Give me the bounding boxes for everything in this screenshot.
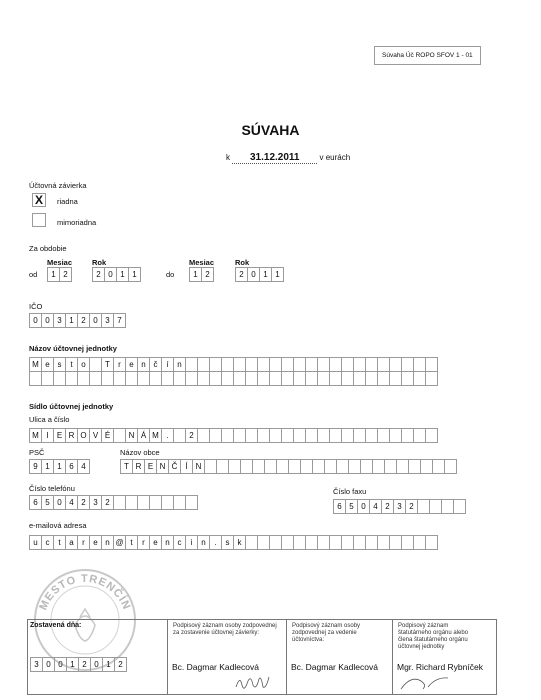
char-box[interactable]: M [149, 428, 162, 443]
ulica-boxes[interactable] [29, 428, 437, 443]
char-box[interactable]: 4 [369, 499, 382, 514]
char-box[interactable]: 0 [89, 313, 102, 328]
char-box[interactable]: 5 [41, 495, 54, 510]
char-box[interactable]: T [120, 459, 133, 474]
ico-boxes[interactable] [29, 313, 125, 328]
zostavena-boxes[interactable] [30, 657, 126, 672]
char-box[interactable]: 1 [189, 267, 202, 282]
char-box[interactable]: 1 [53, 459, 66, 474]
zostavena-label: Zostavená dňa: [30, 622, 82, 629]
char-box[interactable] [185, 495, 198, 510]
char-box[interactable]: Á [137, 428, 150, 443]
char-box[interactable]: 2 [78, 657, 91, 672]
char-box[interactable]: t [53, 535, 66, 550]
char-box[interactable]: 2 [114, 657, 127, 672]
char-box[interactable]: n [101, 535, 114, 550]
mimoriadna-label: mimoriadna [57, 218, 97, 227]
char-box[interactable]: 1 [102, 657, 115, 672]
signature-zostavenie [233, 672, 273, 694]
stamp-text: MESTO TRENČÍN [37, 572, 133, 612]
char-box[interactable]: E [144, 459, 157, 474]
char-box[interactable]: 3 [89, 495, 102, 510]
nazov-label: Názov účtovnej jednotky [29, 344, 117, 353]
obdobie-label: Za obdobie [29, 244, 67, 253]
od-mesiac-boxes[interactable] [47, 267, 71, 282]
char-box[interactable]: 9 [29, 459, 42, 474]
char-box[interactable]: n [173, 357, 186, 372]
char-box[interactable] [425, 535, 438, 550]
char-box[interactable]: 2 [77, 313, 90, 328]
sig-col-statutar [393, 620, 498, 694]
char-box[interactable]: e [149, 535, 162, 550]
date-line [226, 152, 350, 164]
char-box[interactable]: r [113, 357, 126, 372]
char-box[interactable]: 2 [381, 499, 394, 514]
char-box[interactable]: 2 [101, 495, 114, 510]
sig-head-statutar: Podpisový záznam štatutárneho orgánu alebo člena štatutárneho orgánu účtovnej jednotky [398, 623, 469, 650]
char-box[interactable]: I [41, 428, 54, 443]
sig-head-vedenie: Podpisový záznam osoby zodpovednej za vedenie účtovníctva: [292, 623, 361, 643]
char-box[interactable]: r [137, 535, 150, 550]
char-box[interactable]: R [132, 459, 145, 474]
svg-text:MESTO TRENČÍN [37, 573, 132, 612]
psc-boxes[interactable] [29, 459, 89, 474]
char-box[interactable]: 1 [65, 313, 78, 328]
char-box[interactable]: 1 [66, 657, 79, 672]
char-box[interactable]: 3 [101, 313, 114, 328]
char-box[interactable]: É [101, 428, 114, 443]
form-code: Súvaha Úč ROPO SFOV 1 - 01 [374, 46, 481, 65]
char-box[interactable]: 0 [29, 313, 42, 328]
char-box[interactable]: 2 [59, 267, 72, 282]
char-box[interactable] [453, 499, 466, 514]
telefon-label: Číslo telefónu [29, 484, 75, 493]
uctovna-zavierka-label: Účtovná závierka [29, 181, 87, 190]
riadna-label: riadna [57, 197, 78, 206]
date-prefix: k [226, 153, 230, 162]
psc-label: PSČ [29, 448, 45, 457]
char-box[interactable]: @ [113, 535, 126, 550]
char-box[interactable]: c [173, 535, 186, 550]
obec-label: Názov obce [120, 448, 160, 457]
char-box[interactable] [444, 459, 457, 474]
char-box[interactable] [425, 357, 438, 372]
char-box[interactable]: 6 [333, 499, 346, 514]
mimoriadna-checkbox[interactable] [32, 213, 46, 227]
char-box[interactable]: 0 [41, 313, 54, 328]
nazov-row-2[interactable] [29, 371, 437, 386]
char-box[interactable]: 0 [90, 657, 103, 672]
char-box[interactable]: 0 [104, 267, 117, 282]
do-mesiac-label: Mesiac [189, 258, 215, 267]
char-box[interactable]: N [192, 459, 205, 474]
char-box[interactable]: 1 [47, 267, 60, 282]
char-box[interactable]: s [53, 357, 66, 372]
char-box[interactable]: M [29, 428, 42, 443]
char-box[interactable]: u [29, 535, 42, 550]
od-label: od [29, 270, 38, 279]
char-box[interactable]: 0 [42, 657, 55, 672]
char-box[interactable]: n [137, 357, 150, 372]
char-box[interactable]: i [185, 535, 198, 550]
char-box[interactable]: r [77, 535, 90, 550]
char-box[interactable]: n [197, 535, 210, 550]
char-box[interactable]: 0 [53, 495, 66, 510]
char-box[interactable]: 7 [113, 313, 126, 328]
char-box[interactable]: 2 [405, 499, 418, 514]
char-box[interactable]: o [77, 357, 90, 372]
char-box[interactable]: 2 [77, 495, 90, 510]
signature-statutar [398, 675, 458, 693]
char-box[interactable]: 1 [41, 459, 54, 474]
date-suffix: v eurách [319, 153, 351, 162]
do-mesiac-boxes[interactable] [189, 267, 213, 282]
char-box[interactable]: a [65, 535, 78, 550]
sig-head-zostavenie: Podpisový záznam osoby zodpovednej za zostavenie účtovnej závierky: [173, 623, 277, 636]
char-box[interactable]: 3 [393, 499, 406, 514]
do-label: do [166, 270, 175, 279]
char-box[interactable]: T [101, 357, 114, 372]
char-box[interactable]: 6 [65, 459, 78, 474]
char-box[interactable]: 4 [65, 495, 78, 510]
char-box[interactable]: 0 [357, 499, 370, 514]
char-box[interactable]: n [161, 535, 174, 550]
char-box[interactable]: 3 [53, 313, 66, 328]
char-box[interactable]: 0 [247, 267, 260, 282]
page-title: SÚVAHA [241, 122, 300, 138]
obec-boxes[interactable] [120, 459, 456, 474]
sig-col-vedenie [287, 620, 393, 694]
char-box[interactable]: 2 [235, 267, 248, 282]
zostavena-cell [28, 620, 168, 694]
ico-label: IČO [29, 302, 43, 311]
char-box[interactable]: . [161, 428, 174, 443]
nazov-row-1[interactable] [29, 357, 437, 372]
sidlo-label: Sídlo účtovnej jednotky [29, 402, 114, 411]
sig-col-zostavenie [168, 620, 287, 694]
telefon-boxes[interactable] [29, 495, 197, 510]
char-box[interactable]: č [149, 357, 162, 372]
char-box[interactable]: O [77, 428, 90, 443]
riadna-checkbox[interactable]: X [32, 193, 46, 207]
email-label: e-mailová adresa [29, 521, 87, 530]
od-rok-boxes[interactable] [92, 267, 140, 282]
char-box[interactable]: E [53, 428, 66, 443]
char-box[interactable]: c [41, 535, 54, 550]
fax-boxes[interactable] [333, 499, 465, 514]
char-box[interactable]: t [125, 535, 138, 550]
sig-name-zostavenie: Bc. Dagmar Kadlecová [172, 662, 259, 672]
fax-label: Číslo faxu [333, 487, 367, 496]
char-box[interactable]: s [221, 535, 234, 550]
char-box[interactable]: 1 [128, 267, 141, 282]
char-box[interactable]: k [233, 535, 246, 550]
char-box[interactable]: 4 [77, 459, 90, 474]
char-box[interactable]: í [161, 357, 174, 372]
char-box[interactable]: e [41, 357, 54, 372]
char-box[interactable]: 1 [259, 267, 272, 282]
do-rok-label: Rok [235, 258, 250, 267]
char-box[interactable]: 2 [185, 428, 198, 443]
char-box[interactable]: 1 [271, 267, 284, 282]
char-box[interactable]: 6 [29, 495, 42, 510]
email-boxes[interactable] [29, 535, 437, 550]
od-rok-label: Rok [92, 258, 107, 267]
signature-table [27, 619, 497, 695]
char-box[interactable]: 5 [345, 499, 358, 514]
date-value: 31.12.2011 [232, 152, 317, 164]
char-box[interactable]: R [65, 428, 78, 443]
char-box[interactable]: 2 [201, 267, 214, 282]
char-box[interactable]: N [156, 459, 169, 474]
char-box[interactable]: 1 [116, 267, 129, 282]
char-box[interactable]: 0 [54, 657, 67, 672]
char-box[interactable]: t [65, 357, 78, 372]
char-box[interactable] [425, 428, 438, 443]
do-rok-boxes[interactable] [235, 267, 283, 282]
char-box[interactable]: e [89, 535, 102, 550]
char-box[interactable]: V [89, 428, 102, 443]
char-box[interactable]: . [209, 535, 222, 550]
char-box[interactable]: 3 [30, 657, 43, 672]
char-box[interactable]: e [125, 357, 138, 372]
sig-name-statutar: Mgr. Richard Rybníček [397, 662, 483, 672]
char-box[interactable]: 2 [92, 267, 105, 282]
char-box[interactable] [425, 371, 438, 386]
od-mesiac-label: Mesiac [47, 258, 73, 267]
char-box[interactable]: N [125, 428, 138, 443]
char-box[interactable]: M [29, 357, 42, 372]
char-box[interactable]: Č [168, 459, 181, 474]
sig-name-vedenie: Bc. Dagmar Kadlecová [291, 662, 378, 672]
ulica-label: Ulica a číslo [29, 415, 70, 424]
char-box[interactable]: Í [180, 459, 193, 474]
